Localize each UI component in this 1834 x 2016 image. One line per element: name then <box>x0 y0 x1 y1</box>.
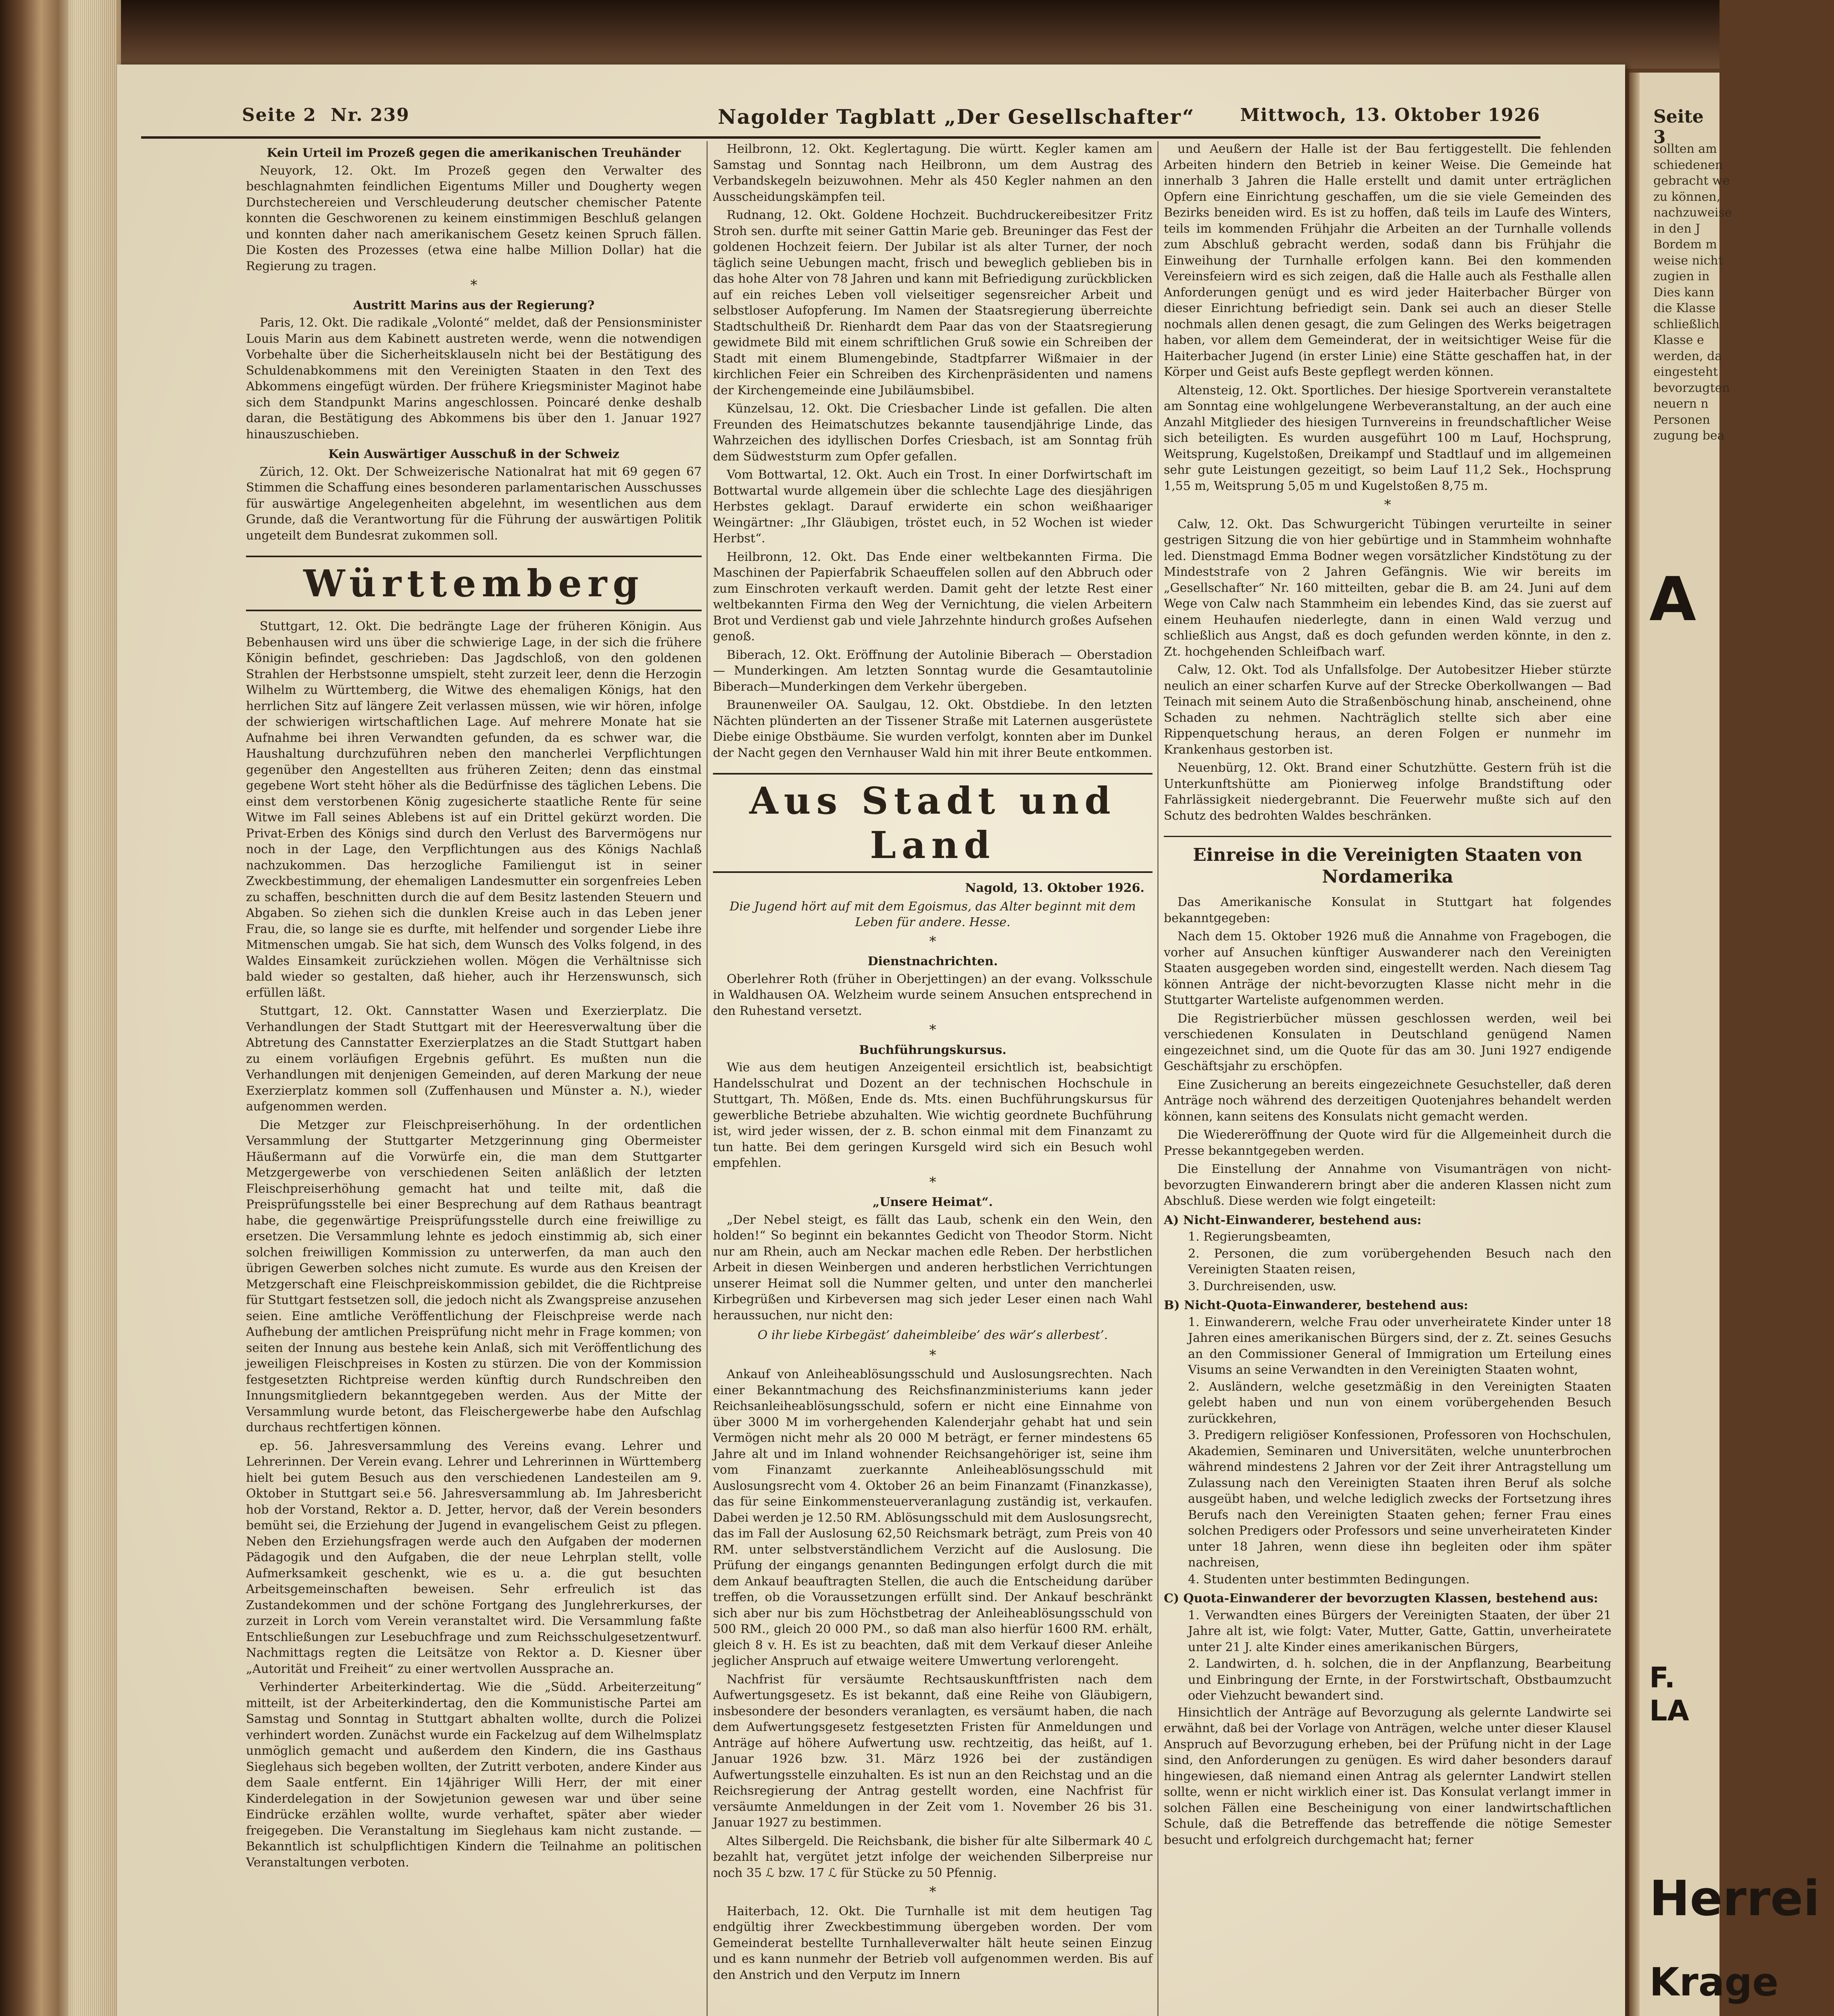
adjacent-page-line: zu können, <box>1653 190 1721 204</box>
article-paragraph: Oberlehrer Roth (früher in Oberjettingen) an der evang. Volksschule in Waldhausen OA. Welzheim wurde seinem Ansuchen entsprechend in den Ruhestand versetzt. <box>713 972 1153 1018</box>
separator-asterisk: * <box>929 1884 936 1900</box>
article-paragraph: Die Wiedereröffnung der Quote wird für die Allgemeinheit durch die Presse bekanntgegeben werden. <box>1164 1128 1611 1158</box>
list-heading: C) Quota-Einwanderer der bevorzugten Klassen, bestehend aus: <box>1164 1591 1598 1606</box>
issue-number: Nr. 239 <box>331 105 410 125</box>
list-item: 2. Ausländern, welche gesetzmäßig in den Vereinigten Staaten gelebt haben und nun von einem vorübergehenden Besuch zurückkehren, <box>1188 1379 1611 1426</box>
section-title: Württemberg <box>246 556 702 611</box>
article-paragraph: Stuttgart, 12. Okt. Cannstatter Wasen und Exerzierplatz. Die Verhandlungen der Stadt Stuttgart mit der Heeresverwaltung über die Abtretung des Cannstatter Exerzierplatzes an die Stadt Stuttgart haben zu einem vorläufigen Ergebnis geführt. Es mußten nun die Verhandlungen mit denjenigen Gemeinden, auf deren Markung der neue Exerzierplatz kommen soll (Zuffenhausen und Münster a. N.), wieder aufgenommen werden. <box>246 1004 702 1114</box>
adjacent-page-ad-text: Herrei <box>1649 1871 1820 1927</box>
article-paragraph: ep. 56. Jahresversammlung des Vereins evang. Lehrer und Lehrerinnen. Der Verein evang. Lehrer und Lehrerinnen in Württemberg hielt bei gutem Besuch aus den verschiedenen Landesteilen am 9. Oktober in Stuttgart sei.e 56. Jahresversammlung ab. Im Jahresbericht hob der Vorstand, Rektor a. D. Jetter, hervor, daß der Verein besonders bemüht sei, die Erziehung der Jugend in evangelischem Geist zu pflegen. Neben den Erziehungsfragen werde auch den Aufgaben der modernen Pädagogik und den Aufgaben, die der neue Lehrplan stellt, volle Aufmerksamkeit geschenkt, wie es u. a. die gut besuchten Arbeitsgemeinschaften beweisen. Sehr erfreulich ist das Zustandekommen und der schöne Fortgang des Junglehrerkurses, der zurzeit in Lorch vom Verein veranstaltet wird. Die Versammlung faßte Entschließungen zur Lesebuchfrage und zum Reichsschulgesetzentwurf. Nachmittags regten die Leitsätze von Rektor a. D. Kiesner über „Autorität und Freiheit“ zu einer wertvollen Aussprache an. <box>246 1439 702 1676</box>
adjacent-page-ad-text: Krage <box>1649 1960 1779 2005</box>
adjacent-page-text <box>1653 141 1815 444</box>
separator-asterisk: * <box>470 277 477 293</box>
adjacent-page-line: eingesteht <box>1653 365 1718 379</box>
list-item: 2. Landwirten, d. h. solchen, die in der Anpflanzung, Bearbeitung und Einbringung der Ernte, in der Forstwirtschaft, Obstbaumzucht oder Viehzucht bewandert sind. <box>1188 1657 1611 1703</box>
adjacent-page-gutter <box>1629 73 1640 2016</box>
adjacent-page-line: bevorzugten <box>1653 381 1730 395</box>
motto-quote: Die Jugend hört auf mit dem Egoismus, das Alter beginnt mit dem Leben für andere. Hesse. <box>729 899 1136 929</box>
book-binding <box>0 0 121 2016</box>
article-paragraph: Künzelsau, 12. Okt. Die Criesbacher Linde ist gefallen. Die alten Freunden des Heimatschutzes bekannte tausendjährige Linde, das Wahrzeichen des idyllischen Dorfes Criesbach, ist am Sonntag früh dem Südweststurm zum Opfer gefallen. <box>713 402 1153 464</box>
paper-title: Nagolder Tagblatt „Der Gesellschafter“ <box>718 105 1195 129</box>
page-edges <box>69 0 117 2016</box>
column-middle <box>713 141 1153 2016</box>
article-paragraph: Braunenweiler OA. Saulgau, 12. Okt. Obstdiebe. In den letzten Nächten plünderten an der Tissener Straße mit Laternen ausgerüstete Diebe einige Obstbäume. Sie wurden verfolgt, konnten aber im Dunkel der Nacht gegen den Vernhauser Wald hin mit ihrer Beute entkommen. <box>713 698 1153 760</box>
article-paragraph: Zürich, 12. Okt. Der Schweizerische Nationalrat hat mit 69 gegen 67 Stimmen die Schaffung eines besonderen parlamentarischen Ausschusses für auswärtige Angelegenheiten abgelehnt, im wesentlichen aus dem Grunde, daß die Verantwortung für die Führung der auswärtigen Politik ungeteilt dem Bundesrat zukommen soll. <box>246 464 702 543</box>
article-paragraph: Calw, 12. Okt. Tod als Unfallsfolge. Der Autobesitzer Hieber stürzte neulich an einer scharfen Kurve auf der Strecke Oberkollwangen — Bad Teinach mit seinem Auto die Straßenböschung hinab, anscheinend, ohne Schaden zu nehmen. Nachträglich stellte sich aber eine Rippenquetschung heraus, an deren Folgen er nunmehr im Krankenhaus gestorben ist. <box>1164 663 1611 757</box>
adjacent-page-line: neuern n <box>1653 397 1709 411</box>
adjacent-page-line: die Klasse <box>1653 301 1716 315</box>
top-shadow <box>0 0 1719 69</box>
adjacent-page-line: nachzuweise <box>1653 206 1732 220</box>
adjacent-page-line: Personen <box>1653 412 1710 427</box>
list-item: 3. Predigern religiöser Konfessionen, Professoren von Hochschulen, Akademien, Seminaren und Universitäten, welche ununterbrochen während mindestens 2 Jahren vor der Zeit ihrer Antragstellung um Zulassung nach den Vereinigten Staaten ihren Beruf als solche ausgeübt haben, und welche lediglich zwecks der Fortsetzung ihres Berufs nach den Vereinigten Staaten gehen; ferner Frau eines solchen Predigers oder Professors und seine unverheirateten Kinder unter 18 Jahren, wenn diese ihn begleiten oder ihm später nachreisen, <box>1188 1428 1611 1570</box>
separator-asterisk: * <box>929 1174 936 1190</box>
adjacent-page-line: zugien in <box>1653 269 1710 283</box>
column-right <box>1164 141 1611 2016</box>
article-paragraph: Nach dem 15. Oktober 1926 muß die Annahme von Fragebogen, die vorher auf Ansuchen künftiger Auswanderer nach den Vereinigten Staaten ausgegeben worden sind, eingestellt werden. Nach diesem Tag können Anträge der nicht-bevorzugten Klasse nicht mehr in die Stuttgarter Warteliste aufgenommen werden. <box>1164 929 1611 1007</box>
adjacent-page <box>1629 73 1820 2016</box>
adjacent-page-line: schiedenen <box>1653 158 1723 172</box>
article-paragraph: Hinsichtlich der Anträge auf Bevorzugung als gelernte Landwirte sei erwähnt, daß bei der Vorlage von Anträgen, welche unter dieser Klausel Anspruch auf Bevorzugung erheben, bei der Prüfung nicht in der Lage sind, den Anforderungen zu genügen. Es wird daher besonders darauf hingewiesen, daß niemand einen Antrag als gelernter Landwirt stellen sollte, wenn er nicht wirklich einer ist. Das Konsulat verlangt immer in solchen Fällen eine Bescheinigung von einer landwirtschaftlichen Schule, daß die Betreffende das betreffende die nötige Semester besucht und erfolgreich durchgemacht hat; ferner <box>1164 1705 1611 1847</box>
article-paragraph: Verhinderter Arbeiterkindertag. Wie die „Südd. Arbeiterzeitung“ mitteilt, ist der Arbeiterkindertag, den die Kommunistische Partei am Samstag und Sonntag in Stuttgart abhalten wollte, durch die Polizei verhindert worden. Zunächst wurde ein Fackelzug auf dem Wilhelmsplatz unmöglich gemacht und außerdem den Kindern, die ins Gasthaus Sieglehaus sich begeben wollten, der Zutritt verboten, andere Kinder aus dem Saale entfernt. Ein 14jähriger Willi Herr, der mit einer Kinderdelegation in der Sowjetunion gewesen war und über seine Eindrücke erzählen wollte, wurde verhaftet, später aber wieder freigegeben. Die Veranstaltung im Sieglehaus kam nicht zustande. — Bekanntlich ist schulpflichtigen Kindern die Teilnahme an politischen Veranstaltungen verboten. <box>246 1680 702 1870</box>
section-title: Aus Stadt und Land <box>713 773 1153 873</box>
list-heading: B) Nicht-Quota-Einwanderer, bestehend aus: <box>1164 1298 1468 1312</box>
article-heading: Kein Auswärtiger Ausschuß in der Schweiz <box>328 447 619 461</box>
dateline: Nagold, 13. Oktober 1926. <box>965 881 1144 895</box>
article-heading: „Unsere Heimat“. <box>872 1195 993 1209</box>
article-paragraph: Rudnang, 12. Okt. Goldene Hochzeit. Buchdruckereibesitzer Fritz Stroh sen. durfte mit seiner Gattin Marie geb. Breuninger das Fest der goldenen Hochzeit feiern. Der Jubilar ist als alter Turner, der noch täglich seine Uebungen macht, frisch und beweglich geblieben bis in das hohe Alter von 78 Jahren und kann mit Befriedigung zurückblicken auf ein reiches Leben voll vielseitiger segensreicher Arbeit und selbstloser Aufopferung. Im Namen der Staatsregierung überreichte Stadtschultheiß Dr. Rienhardt dem Paar das von der Staatsregierung gewidmete Bild mit einem schriftlichen Gruß sowie ein Schreiben der Stadt mit einem Blumengebinde, Stadtpfarrer Wißmaier in der kirchlichen Feier ein Schreiben des Kirchenpräsidenten und namens der Kirchengemeinde eine Jubiläumsbibel. <box>713 208 1153 398</box>
article-paragraph: Vom Bottwartal, 12. Okt. Auch ein Trost. In einer Dorfwirtschaft im Bottwartal wurde allgemein über die schlechte Lage des diesjährigen Herbstes geklagt. Darauf erwiderte ein schon weißhaariger Weingärtner: „Ihr Gläubigen, tröstet euch, in 52 Wochen ist wieder Herbst“. <box>713 468 1153 546</box>
list-item: 2. Personen, die zum vorübergehenden Besuch nach den Vereinigten Staaten reisen, <box>1188 1246 1611 1277</box>
adjacent-page-line: werden, da <box>1653 349 1722 363</box>
issue-date: Mittwoch, 13. Oktober 1926 <box>1240 105 1540 125</box>
adjacent-page-line: sollten am <box>1653 142 1717 156</box>
article-paragraph: Wie aus dem heutigen Anzeigenteil ersichtlich ist, beabsichtigt Handelsschulrat und Dozent an der technischen Hochschule in Stuttgart, Th. Mößen, Ende ds. Mts. einen Buchführungskursus für gewerbliche Betriebe abzuhalten. Wie wichtig geordnete Buchführung ist, wird jeder wissen, der z. B. schon einmal mit dem Finanzamt zu tun hatte. Bei dem geringen Kursgeld wird sich ein Besuch wohl empfehlen. <box>713 1060 1153 1170</box>
article-paragraph: Das Amerikanische Konsulat in Stuttgart hat folgendes bekanntgegeben: <box>1164 895 1611 925</box>
article-paragraph: Stuttgart, 12. Okt. Die bedrängte Lage der früheren Königin. Aus Bebenhausen wird uns über die schwierige Lage, in der sich die frühere Königin befindet, geschrieben: Das Jagdschloß, von den goldenen Strahlen der Herbstsonne umspielt, steht zurzeit leer, denn die Herzogin Wilhelm zu Württemberg, die Witwe des ehemaligen Königs, hat den herrlichen Sitz auf längere Zeit verlassen müssen, wie wir hören, infolge der schwierigen wirtschaftlichen Lage. Auf mehrere Monate hat sie Aufnahme bei ihren Verwandten gefunden, da es schwer war, die Haushaltung durchzuführen neben den mancherlei Verpflichtungen gegenüber den Angestellten aus früheren Zeiten; denn das einstmal gegebene Wort steht höher als die Bedürfnisse des täglichen Lebens. Die einst dem verstorbenen König zugesicherte staatliche Rente für seine Witwe im Fall seines Ablebens ist auf ein Drittel gekürzt worden. Die Privat-Erben des Königs sind durch den Verlust des Barvermögens nur noch in der Lage, den Verpflichtungen aus des Königs Nachlaß nachzukommen. Das herzogliche Familiengut ist in seiner Zweckbestimmung, der ehemaligen Landesmutter ein sorgenfreies Leben zu schaffen, beschnitten durch die auf dem Besitz lastenden Steuern und Abgaben. So ziehen sich die dunklen Kreise auch in das Leben jener Frau, die, so lange sie es durfte, mit helfender und sorgender Liebe ihre Mitmenschen umgab. Sie hat sich, dem Wunsch des Volks folgend, in des Waldes Einsamkeit zurückziehen wollen. Mögen die Verhältnisse sich bald wieder so gestalten, daß hieher, auch ihr Herzenswunsch, sich erfüllen läßt. <box>246 619 702 1000</box>
adjacent-page-line: schließlich <box>1653 317 1719 331</box>
masthead <box>141 98 1540 139</box>
article-paragraph: Altensteig, 12. Okt. Sportliches. Der hiesige Sportverein veranstaltete am Sonntag eine wohlgelungene Werbeveranstaltung, an der auch eine Anzahl Mitglieder des hiesigen Turnvereins in freundschaftlicher Weise sich beteiligten. Es wurden ausgeführt 100 m Lauf, Hochsprung, Weitsprung, Kugelstoßen, Dreikampf und Stadtlauf und im allgemeinen sehr gute Leistungen gezeitigt, so beim Lauf 11,2 Sek., Hochsprung 1,55 m, Weitsprung 5,05 m und Kugelstoßen 8,75 m. <box>1164 383 1611 493</box>
list-item: 1. Verwandten eines Bürgers der Vereinigten Staaten, der über 21 Jahre alt ist, wie folgt: Vater, Mutter, Gatte, Gattin, unverheiratete unter 21 J. alte Kinder eines amerikanischen Bürgers, <box>1188 1608 1611 1654</box>
article-paragraph: Biberach, 12. Okt. Eröffnung der Autolinie Biberach — Oberstadion — Munderkingen. Am letzten Sonntag wurde die Gesamtautolinie Biberach—Munderkingen dem Verkehr übergeben. <box>713 648 1153 694</box>
article-heading: Buchführungskursus. <box>859 1043 1007 1057</box>
adjacent-page-ad-text: F. LA <box>1649 1661 1689 1727</box>
adjacent-page-ad-text: A <box>1649 564 1696 635</box>
article-paragraph: Neuenbürg, 12. Okt. Brand einer Schutzhütte. Gestern früh ist die Unterkunftshütte am Pionierweg infolge Brandstiftung oder Fahrlässigkeit niedergebrannt. Die Feuerwehr mußte sich auf den Schutz des bedrohten Waldes beschränken. <box>1164 761 1611 823</box>
column-rule <box>707 141 708 2016</box>
separator-asterisk: * <box>1384 497 1391 513</box>
article-paragraph: Ankauf von Anleiheablösungsschuld und Auslosungsrechten. Nach einer Bekanntmachung des Reichsfinanzministeriums kann jeder Reichsanleiheablösungsschuld, sofern er nicht eine Einnahme von über 3000 M im vorhergehenden Kalenderjahr gehabt hat und sein Vermögen nicht mehr als 20 000 M beträgt, er ferner mindestens 65 Jahre alt und im Inland wohnender Reichsangehöriger ist, seine ihm vom Finanzamt zuerkannte Anleiheablösungsschuld mit Auslosungsrecht vom 4. Oktober 26 an beim Finanzamt (Finanzkasse), das für seine Einkommensteuerveranlagung zuständig ist, verkaufen. Dabei werden je 12.50 RM. Ablösungsschuld mit dem Auslosungsrecht, das im Fall der Auslosung 62,50 Reichsmark beträgt, zum Preis von 40 RM. unter selbstverständlichem Verzicht auf die Auslosung. Die Prüfung der eingangs genannten Bedingungen erfolgt durch die mit dem Ankauf beauftragten Stellen, die auch die Entscheidung darüber treffen, ob die Voraussetzungen erfüllt sind. Der Ankauf beschränkt sich aber nur bis zum Höchstbetrag der Anleiheablösungsschuld von 500 RM., gleich 20 000 PM., so daß man also hierfür 1600 RM. erhält, gleich 8 v. H. Es ist zu beachten, daß mit dem Verkauf dieser Anleihe jeglicher Anspruch auf etwaige weitere Umwertung verlorengeht. <box>713 1367 1153 1668</box>
list-item: 1. Einwanderern, welche Frau oder unverheiratete Kinder unter 18 Jahren eines amerikanischen Bürgers sind, der z. Zt. seines Gesuchs an den Commissioner General of Immigration um Erteilung eines Visums an seine Verwandten in den Vereinigten Staaten wohnt, <box>1188 1315 1611 1377</box>
poem-verse: O ihr liebe Kirbegäst’ daheimbleibe’ des wär’s allerbest’. <box>757 1328 1108 1342</box>
list-heading: A) Nicht-Einwanderer, bestehend aus: <box>1164 1213 1421 1227</box>
article-paragraph: „Der Nebel steigt, es fällt das Laub, schenk ein den Wein, den holden!“ So beginnt ein bekanntes Gedicht von Theodor Storm. Nicht nur am Rhein, auch am Neckar machen edle Reben. Der herbstlichen Arbeit in diesen Weinbergen und anderen herbstlichen Verrichtungen unserer Heimat soll die Nummer gelten, und unter den mancherlei Kirbegrüßen und Kirbeversen mag sich jeder Leser einen nach Wahl heraussuchen, nur nicht den: <box>713 1212 1153 1322</box>
article-paragraph: und Aeußern der Halle ist der Bau fertiggestellt. Die fehlenden Arbeiten hindern den Betrieb in keiner Weise. Die Gemeinde hat innerhalb 3 Jahren die Halle erstellt und damit unter erträglichen Opfern eine Einrichtung geschaffen, um die sie viele Gemeinden des Bezirks beneiden wird. Es ist zu hoffen, daß teils im Laufe des Winters, teils im kommenden Frühjahr die Arbeiten an der Turnhalle vollends zum Abschluß gebracht werden, sodaß dann bis Frühjahr die Einweihung der Turnhalle erfolgen kann. Bei den kommenden Vereinsfeiern wird es sich zeigen, daß die Halle auch als Festhalle allen Anforderungen genügt und es wird jeder Haiterbacher Bürger von dieser Einrichtung befriedigt sein. Dank sei auch an dieser Stelle nochmals allen denen gesagt, die zum Gelingen des Werks beigetragen haben, vor allem dem Gemeinderat, der in weitsichtiger Weise für die Haiterbacher Jugend (in erster Linie) eine Stätte geschaffen hat, in der Körper und Geist aufs Beste gepflegt werden können. <box>1164 142 1611 379</box>
article-paragraph: Neuyork, 12. Okt. Im Prozeß gegen den Verwalter des beschlagnahmten feindlichen Eigentums Miller und Dougherty wegen Durchstechereien und Verschleuderung deutscher chemischer Patente konnten die Geschworenen zu keinem einstimmigen Beschluß gelangen und konnten daher nach amerikanischem Gesetz keinen Spruch fällen. Die Kosten des Prozesses (etwa eine halbe Million Dollar) hat die Regierung zu tragen. <box>246 163 702 273</box>
list-item: 4. Studenten unter bestimmten Bedingungen. <box>1188 1572 1470 1587</box>
article-paragraph: Eine Zusicherung an bereits eingezeichnete Gesuchsteller, daß deren Anträge noch während des derzeitigen Quotenjahres behandelt werden können, kann seitens des Konsulats nicht gemacht werden. <box>1164 1077 1611 1124</box>
adjacent-page-number: Seite 3 <box>1653 106 1704 148</box>
page-number: Seite 2 <box>242 105 317 125</box>
separator-asterisk: * <box>929 1022 936 1038</box>
adjacent-page-line: Klasse e <box>1653 333 1704 347</box>
list-item: 1. Regierungsbeamten, <box>1188 1230 1331 1244</box>
adjacent-page-line: gebracht we <box>1653 174 1730 188</box>
article-paragraph: Heilbronn, 12. Okt. Keglertagung. Die württ. Kegler kamen am Samstag und Sonntag nach Heilbronn, um dem Austrag des Verbandskegeln beizuwohnen. Mehr als 450 Kegler nahmen an den Ausscheidungskämpfen teil. <box>713 142 1153 204</box>
article-paragraph: Die Einstellung der Annahme von Visumanträgen von nicht-bevorzugten Einwanderern bringt aber die anderen Klassen nicht zum Abschluß. Diese werden wie folgt eingeteilt: <box>1164 1162 1611 1208</box>
list-item: 3. Durchreisenden, usw. <box>1188 1279 1336 1293</box>
adjacent-page-line: Bordem m <box>1653 237 1717 252</box>
article-heading: Austritt Marins aus der Regierung? <box>353 298 595 312</box>
article-title: Einreise in die Vereinigten Staaten von Nordamerika <box>1164 836 1611 888</box>
article-paragraph: Paris, 12. Okt. Die radikale „Volonté“ meldet, daß der Pensionsminister Louis Marin aus dem Kabinett austreten werde, wenn die notwendigen Vorbehalte über die Sicherheitsklauseln nicht bei der Bestätigung des Schuldenabkommens mit den Vereinigten Staaten in den Text des Abkommens eingefügt würden. Der frühere Kriegsminister Maginot habe sich dem Standpunkt Marins angeschlossen. Poincaré denke deshalb daran, die Bestätigung des Abkommens bis über den 1. Januar 1927 hinauszuschieben. <box>246 316 702 442</box>
article-heading: Dienstnachrichten. <box>867 954 998 968</box>
separator-asterisk: * <box>929 1347 936 1363</box>
adjacent-page-line: zugung bea <box>1653 429 1725 443</box>
column-rule <box>1157 141 1159 2016</box>
article-paragraph: Nachfrist für versäumte Rechtsauskunftfristen nach dem Aufwertungsgesetz. Es ist bekannt, daß eine Reihe von Gläubigern, insbesondere der besonders veranlagten, es versäumt haben, die nach dem Aufwertungsgesetz festgesetzten Fristen für Anmeldungen und Anträge auf höhere Aufwertung usw. rechtzeitig, das heißt, auf 1. Januar 1926 bzw. 31. März 1926 bei der zuständigen Aufwertungsstelle einzuhalten. Es ist nun an den Reichstag und an die Reichsregierung der Antrag gestellt worden, eine Nachfrist für versäumte Anmeldungen in der Zeit vom 1. November 26 bis 31. Januar 1927 zu bestimmen. <box>713 1672 1153 1830</box>
column-left <box>246 141 702 2016</box>
adjacent-page-line: Dies kann <box>1653 285 1715 300</box>
article-paragraph: Heilbronn, 12. Okt. Das Ende einer weltbekannten Firma. Die Maschinen der Papierfabrik Schaeuffelen sollen auf den Abbruch oder zum Einschroten verkauft werden. Damit geht der letzte Rest einer weltbekannten Firma den Weg der Vernichtung, die vielen Arbeitern Brot und Verdienst gab und viele Jahrzehnte hindurch großes Aufsehen genoß. <box>713 550 1153 644</box>
article-paragraph: Haiterbach, 12. Okt. Die Turnhalle ist mit dem heutigen Tag endgültig ihrer Zweckbestimmung übergeben worden. Der vom Gemeinderat bestellte Turnhalleverwalter hält heute seinen Einzug und es kann nunmehr der Betrieb voll aufgenommen werden. Bis auf den Anstrich und den Verputz im Innern <box>713 1904 1153 1982</box>
adjacent-page-line: in den J <box>1653 221 1701 236</box>
article-paragraph: Die Registrierbücher müssen geschlossen werden, weil bei verschiedenen Konsulaten in Deutschland genügend Namen eingezeichnet sind, um die Quote für das am 30. Juni 1927 endigende Geschäftsjahr zu erschöpfen. <box>1164 1011 1611 1073</box>
adjacent-page-line: weise nicht <box>1653 253 1723 268</box>
article-paragraph: Die Metzger zur Fleischpreiserhöhung. In der ordentlichen Versammlung der Stuttgarter Metzgerinnung ging Obermeister Häußermann auf die Vorwürfe ein, die man dem Stuttgarter Metzgergewerbe von verschiedenen Seiten anläßlich der letzten Fleischpreiserhöhung gemacht hat und teilte mit, daß die Preisprüfungsstelle bei einer Besprechung auf dem Rathaus beantragt habe, die gegenwärtige Preisprüfungsstelle durch eine freiwillige zu ersetzen. Die Versammlung lehnte es jedoch einstimmig ab, sich einer solchen freiwilligen Kommission zu unterwerfen, da man auch den übrigen Gewerben solches nicht zumute. Es wurde aus den Kreisen der Metzgerschaft eine Fleischpreiskommission gebildet, die die Richtpreise für Stuttgart festsetzen soll, die jedoch nicht als Zwangspreise anzusehen seien. Eine amtliche Veröffentlichung der Fleischpreise werde nach Aufhebung der amtlichen Preisprüfung nicht mehr in Frage kommen; von seiten der Innung aus bestehe kein Anlaß, sich mit Veröffentlichung des jeweiligen Fleischpreises in Kosten zu stürzen. Die von der Kommission festgesetzten Richtpreise werden künftig durch Rundschreiben den Innungsmitgliedern bekanntgegeben werden. Aus der Mitte der Versammlung wurde betont, das Fleischergewerbe habe den Aufschlag durchaus rechtfertigen können. <box>246 1118 702 1435</box>
separator-asterisk: * <box>929 933 936 950</box>
article-heading: Kein Urteil im Prozeß gegen die amerikanischen Treuhänder <box>267 146 681 160</box>
article-paragraph: Calw, 12. Okt. Das Schwurgericht Tübingen verurteilte in seiner gestrigen Sitzung die von hier gebürtige und in Stammheim wohnhafte led. Dienstmagd Emma Bodner wegen vorsätzlicher Kindstötung zu der Mindeststrafe von 2 Jahren Gefängnis. Wie wir bereits im „Gesellschafter“ Nr. 160 mitteilten, gebar die B. am 24. Juni auf dem Wege von Calw nach Stammheim ein lebendes Kind, das sie zuerst auf einem Heuhaufen niederlegte, dann in einen Wald verzug und schließlich aus Angst, daß es doch gefunden werden könnte, in den z. Zt. hochgehenden Schleifbach warf. <box>1164 517 1611 659</box>
article-paragraph: Altes Silbergeld. Die Reichsbank, die bisher für alte Silbermark 40 ℒ bezahlt hat, vergütet jetzt infolge der weichenden Silberpreise nur noch 35 ℒ bzw. 17 ℒ für Stücke zu 50 Pfennig. <box>713 1834 1153 1880</box>
